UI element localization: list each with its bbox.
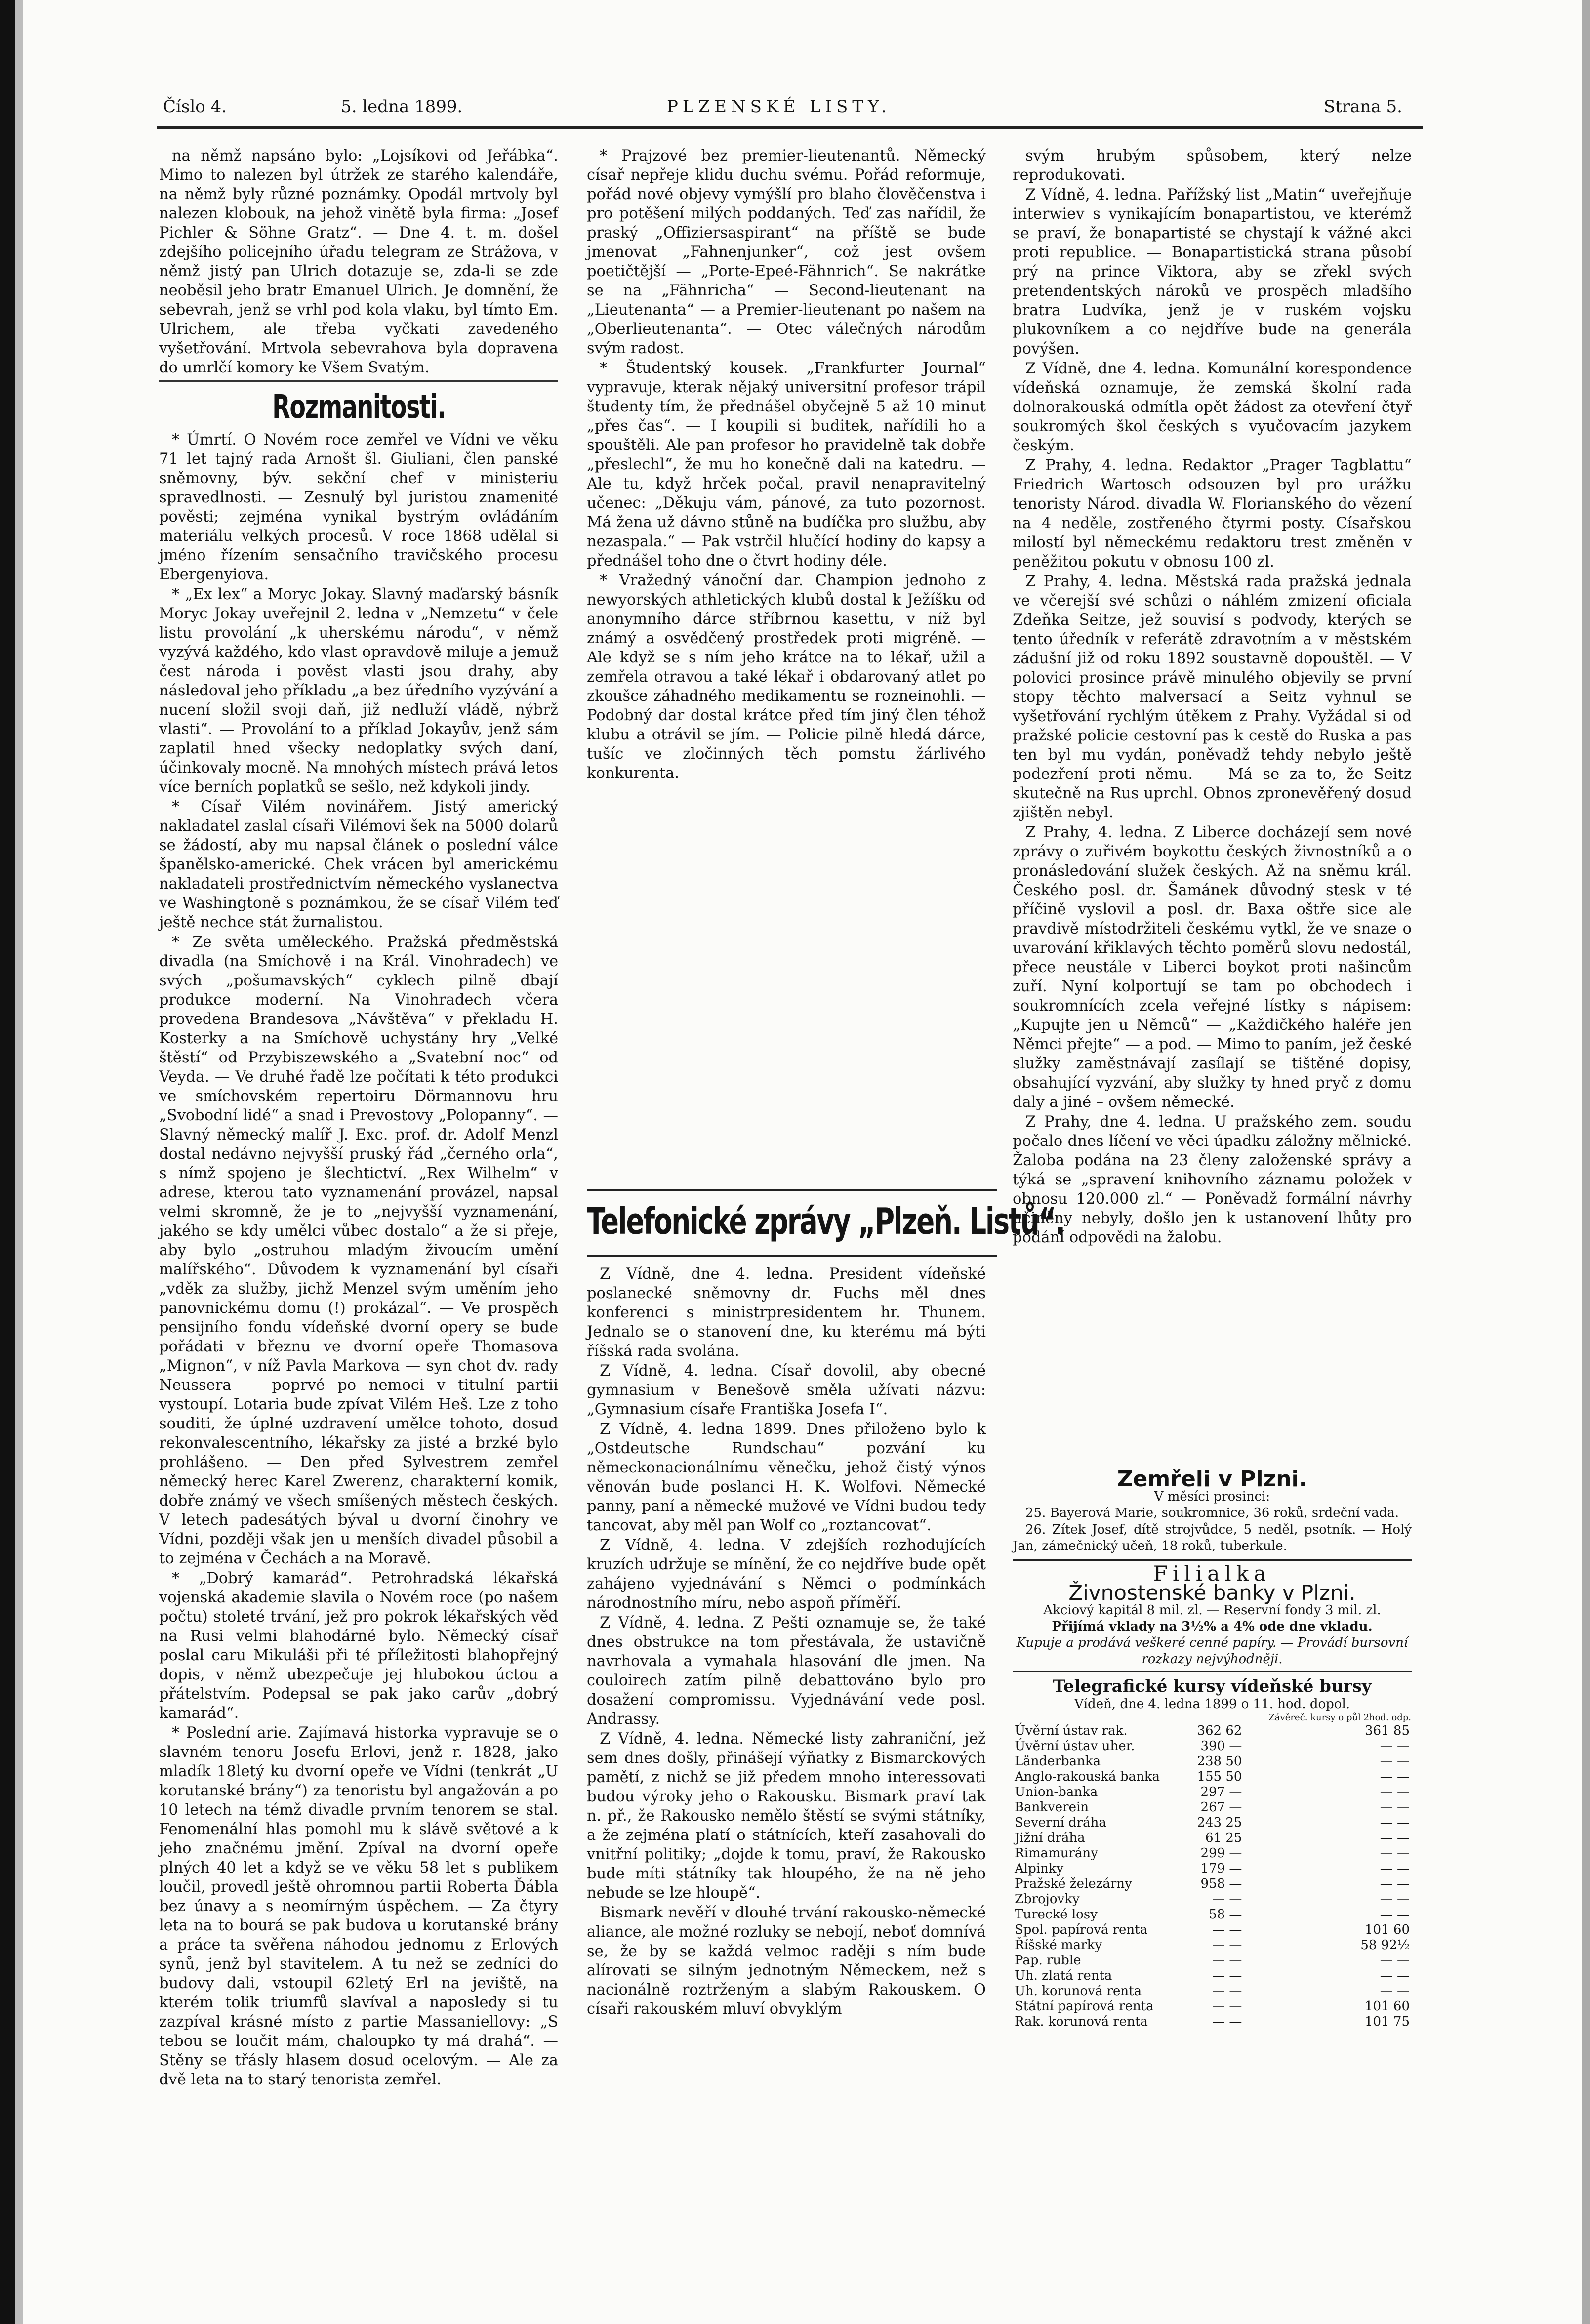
exchange-row: [1013, 1754, 1412, 1769]
exchange-rate: — —: [1380, 1815, 1410, 1830]
bank-note: Kupuje a prodává veškeré cenné papíry. — Provádí burs​ovní rozkazy nejvýhodněji.: [1016, 1635, 1408, 1667]
section-rule: [159, 380, 558, 382]
article-text: * Vražedný vánoční dar. Champion jednoho z newyorských athletických klubů dostal k Ježíšku od anonymního dárce stříbrnou kasettu, v níž byl známý a osvědčený prostředek proti migréně. — Ale když se s ním jeho krátce na to lékař, užil a zemřela otravou a také lékař i obdarovaný atlet po zkoušce záhadného medikamentu se rozneinohli. — Podobný dar dostal krátce před tím jiný člen téhož klubu a otrávil se jím. — Policie pilně hledá dárce, tušíc ve zločinných těch pomstu žárlivého konkurenta.: [587, 572, 986, 782]
exchange-security: Uh. korunová renta: [1015, 1984, 1142, 1998]
exchange-rate: — —: [1380, 1769, 1410, 1784]
page-number: Strana 5.: [1324, 97, 1402, 117]
scan-border-left: [0, 0, 15, 2324]
exchange-col-head: Závěreč. kursy o půl 2hod. odp.: [1268, 1712, 1411, 1723]
exchange-row: [1013, 1938, 1412, 1953]
exchange-rate: — —: [1212, 1922, 1242, 1937]
exchange-security: Pražské železárny: [1015, 1876, 1132, 1891]
exchange-security: Spol. papírová renta: [1015, 1922, 1148, 1937]
exchange-rate: 390 —: [1200, 1739, 1242, 1753]
exchange-rate: — —: [1380, 1754, 1410, 1769]
exchange-rate: — —: [1380, 1876, 1410, 1891]
article-text: Z Vídně, 4. ledna. Německé listy zahraniční, jež sem dnes došly, přinášejí výňatky z Bismarckových pamětí, z nichž se již předem mnoho interessovati budou výroky jeho o Rakousku. Bismark praví tak n. př., že Rakousko nemělo štěstí se svými státníky, a že zejména platí o státnících, kteří zasahovali do vnitřní politiky; „dojde k tomu, praví, že Rakousko bude míti státníky tak hloupého, že na ně jeho nebude se lze hloupě“.: [587, 1730, 986, 1902]
article-text: Z Vídně, 4. ledna. Císař dovolil, aby obecné gymnasium v Benešově směla užívati názvu: „Gymnasium císaře Františka Josefa I“.: [587, 1362, 986, 1418]
exchange-security: Bankverein: [1015, 1800, 1089, 1815]
masthead-title: PLZENSKÉ LISTY.: [667, 97, 891, 117]
article-text: * Prajzové bez premier-lieutenantů. Německý císař nepřeje klidu duchu svému. Pořád reformuje, pořád nové objevy vymýšlí pro blaho člověčenstva i pro potěšení milých poddaných. Teď zas nařídil, že praský „Offiziersaspirant“ na příště se bude jmenovat „Fahnenjunker“, což jest ovšem poetičtější — „Porte-Epeé-Fähnrich“. Se nakrátke se na „Fähnricha“ — Second-lieutenant na „Lieutenanta“ — a Premier-lieutenant po našem na „Oberlieutenanta“. — Otec válečných národům svým radost.: [587, 147, 986, 357]
exchange-rate: — —: [1380, 1831, 1410, 1845]
exchange-rate: 958 —: [1200, 1876, 1242, 1891]
exchange-row: [1013, 1800, 1412, 1815]
exchange-rate: — —: [1212, 1968, 1242, 1983]
exchange-rate: — —: [1212, 1999, 1242, 2014]
column-3-top: [1013, 146, 1412, 1332]
exchange-rate: — —: [1212, 1892, 1242, 1907]
exchange-security: Úvěrní ústav rak.: [1015, 1723, 1128, 1738]
exchange-heading: Telegrafické kursy vídeňské bursy: [1053, 1676, 1372, 1696]
exchange-row: [1013, 1769, 1412, 1785]
exchange-row: [1013, 1999, 1412, 2014]
article-text: na němž napsáno bylo: „Lojsíkovi od Jeřábka“. Mimo to nalezen byl útržek ze starého kalendáře, na němž byly různé poznámky. Opodál mrtvoly byl nalezen klobouk, na jehož vinětě byla firma: „Josef Pichler & Söhne Gratz“. — Dne 4. t. m. došel zdejšího policejního úřadu telegram ze Strážova, v němž jistý pan Ulrich dotazuje se, zda-li se zde neoběsil jeho bratr Emanuel Ulrich. Je domnění, že sebevrah, jenž se vrhl pod kola vlaku, byl tímto Em. Ulrichem, ale třeba vyčkati zavedeného vyšetřování. Mrtvola sebevrahova byla dopravena do umrlčí komory ke Všem Svatým.: [159, 147, 558, 376]
article-text: * Ze světa uměleckého. Pražská předměstská divadla (na Smíchově i na Král. Vinohradech) ve svých „pošumavských“ cyklech pilně dbají produkce moderní. Na Vinohradech včera provedena Brandesova „Návštěva“ v překladu H. Kosterky a na Smíchově uchystány hry „Velké štěstí“ od Przybiszewského a „Svatební noc“ od Veyda. — Ve druhé řadě lze počítati k této produkci ve smíchovském repertoiru Dörmannovu hru „Svobodní lidé“ a snad i Prevostovy „Polopanny“. — Slavný německý malíř J. Exc. prof. dr. Adolf Menzl dostal nedávno nejvyšší pruský řád „černého orla“, s nímž spojeno je šlechtictví. „Rex Wilhelm“ v adrese, kterou tato vyznamenání provázel, napsal velmi skromně, že je to „nejvyšší vyznamenání, jakého se kdy umělci vůbec dostalo“ a že si přeje, aby bylo „ostruhou mladým živoucím umění malířského“. Důvodem k vyznamenání byl císaři „vděk za služby, jichž Menzel svým uměním jeho panovnickému domu (!) prokázal“. — Ve prospěch pensijního fondu vídeňské dvorní opery se bude pořádati v březnu ve dvorní opeře Thomasova „Mignon“, v níž Pavla Markova — syn chot dv. rady Neussera — poprvé po nemoci v titulní partii vystoupí. Lotaria bude zpívat Vilém Heš. Lze z toho souditi, že úplné uzdravení umělce tohoto, dosud rekonvalescentního, lékařsky za jisté a brzké bylo prohlášeno. — Den před Sylvestrem zemřel německý herec Karel Zwerenz, charakterní komik, dobře známý ve všech smíšených městech českých. V letech padesátých býval u dvorní činohry ve Vídni, později však jen u menších divadel působil a to zejména v Čechách a na Moravě.: [159, 934, 558, 1567]
exchange-date: Vídeň, dne 4. ledna 1899 o 11. hod. dopol.: [1074, 1697, 1350, 1712]
issue-number: Číslo 4.: [163, 97, 227, 117]
exchange-table: [1013, 1712, 1412, 2030]
exchange-rate: — —: [1380, 1785, 1410, 1799]
exchange-rate: 267 —: [1200, 1800, 1242, 1815]
exchange-rate: — —: [1380, 1907, 1410, 1922]
article-text: * Poslední arie. Zajímavá historka vypravuje se o slavném tenoru Josefu Erlovi, jenž r. 1828, jako mladík 18letý ku dvorní opeře ve Vídni (tenkrát „U korutanské brány“) za tenoristu byl angažován a po 10 letech na témž divadle prvním tenorem se stal. Fenomenální hlas pomohl mu k slávě světové a k jeho značnému jmění. Zpíval na dvorní opeře plných 40 let a když se ve věku 58 let s publikem loučil, provedl ještě ohromnou partii Roberta Ďábla bez únavy a s neomírným úspěchem. — Za čtyry leta na to bourá se pak budova u korutanské brány a práce ta svěřena náhodou jednomu z Erlových synů, jenž byl stavitelem. A tu než se zedníci do budovy dali, vstoupil 62letý Erl na jeviště, na kterém tolik triumfů slavíval a naposledy si tu zazpíval krásné místo z partie Massaniellovy: „S tebou se loučit mám, chaloupko ty má drahá“. — Stěny se třásly hlasem dosud ocelovým. — Ale za dvě leta na to starý tenorista zemřel.: [159, 1724, 558, 2088]
exchange-rate: 58 —: [1209, 1907, 1242, 1922]
exchange-rate: 58 92½: [1360, 1938, 1410, 1953]
exchange-rate: 238 50: [1197, 1754, 1242, 1769]
exchange-rate: 243 25: [1197, 1815, 1242, 1830]
article-text: Z Vídně, 4. ledna. Z Pešti oznamuje se, že také dnes obstrukce na tom přestávala, že ustavičně navrhovala a vymahala hlasování dle jmen. Na couloirech zatím pilně debattováno bylo pro dosažení compromissu. Vyjednávání vede posl. Andrassy.: [587, 1614, 986, 1728]
scan-border-right: [1582, 0, 1590, 2324]
exchange-security: Úvěrní ústav uher.: [1015, 1739, 1135, 1753]
exchange-rate: — —: [1212, 2014, 1242, 2029]
exchange-rate: — —: [1380, 1984, 1410, 1998]
article-text: * Císař Vilém novinářem. Jistý americký nakladatel zaslal císaři Vilémovi šek na 5000 dolarů se žádostí, aby mu napsal článek o poslední válce španělsko-americké. Chek vrácen byl americkému nakladateli prostřednictvím německého vyslanectva ve Washingtoně s poznámkou, že se císař Vilém teď ještě nechce stát žurnalistou.: [159, 798, 558, 931]
article-text: Z Vídně, dne 4. ledna. Komunální korespondence vídeňská oznamuje, že zemská školní rada dolnorakouská odmítla opět žádost za otevření čtyř soukromých škol českých s vyučovacím jazykem českým.: [1013, 360, 1412, 454]
exchange-row: [1013, 2014, 1412, 2030]
column-2-top: [587, 146, 986, 1183]
article-text: Z Vídně, 4. ledna. V zdejších rozhodujících kruzích udržuje se mínění, že co nejdříve bude opět zahájeno vyjednávání s Němci o podmínkách národnostního míru, nebo aspoň příměří.: [587, 1537, 986, 1612]
exchange-row: [1013, 1876, 1412, 1892]
bank-capital: Akciový kapitál 8 mil. zl. — Reservní fondy 3 mil. zl.: [1043, 1603, 1381, 1618]
exchange-security: Union-banka: [1015, 1785, 1098, 1799]
exchange-rate: 101 75: [1365, 2014, 1410, 2029]
exchange-row: [1013, 1861, 1412, 1876]
exchange-row: [1013, 1922, 1412, 1938]
article-text: * „Dobrý kamarád“. Petrohradská lékařská vojenská akademie slavila o Novém roce (po našem počtu) stoleté trvání, jež pro pokrok lékařských věd na Rusi velmi blahodárné bylo. Německý císař poslal caru Mikuláši při té příležitosti blahopřejný dopis, v němž ubezpečuje jej hlubokou úctou a přátelstvím. Podepsal se pak jako carův „dobrý kamarád“.: [159, 1570, 558, 1722]
exchange-security: Rak. korunová renta: [1015, 2014, 1148, 2029]
exchange-rate: 297 —: [1200, 1785, 1242, 1799]
exchange-security: Říšské marky: [1015, 1938, 1102, 1953]
exchange-rate: 101 60: [1365, 1922, 1410, 1937]
exchange-row: [1013, 1846, 1412, 1861]
bank-heading: Filialka: [1153, 1561, 1271, 1586]
issue-date: 5. ledna 1899.: [341, 97, 463, 117]
exchange-rate: 155 50: [1197, 1769, 1242, 1784]
exchange-rate: — —: [1212, 1953, 1242, 1968]
bank-name: Živnostenské banky v Plzni.: [1068, 1581, 1356, 1605]
exchange-rate: — —: [1380, 1953, 1410, 1968]
column-3-bottom: [1013, 1469, 1412, 2275]
exchange-security: Uh. zlatá renta: [1015, 1968, 1112, 1983]
exchange-row: [1013, 1739, 1412, 1754]
article-text: * „Ex lex“ a Moryc Jokay. Slavný maďarský básník Moryc Jokay uveřejnil 2. ledna v „Nemzetu“ v čele listu provolání „k uherskému národu“, v němž vyzývá každého, kdo vlast opravdově miluje a jemuž čest národa i pověst vlasti jsou drahy, aby následoval jeho příkladu „a bez úředního vyzývání a nucení složil svoji daň, již nedluží vládě, nýbrž vlasti“. — Provolání to a příklad Jokayův, jenž sám zaplatil hned všecky nedoplatky svých daní, účinkovaly mocně. Na mnohých místech prává letos více berních poplatků se sešlo, než kdykoli jindy.: [159, 586, 558, 796]
exchange-row: [1013, 1723, 1412, 1739]
exchange-rate: — —: [1212, 1938, 1242, 1953]
exchange-rate: 61 25: [1205, 1831, 1242, 1845]
exchange-rate: — —: [1380, 1968, 1410, 1983]
exchange-row: [1013, 1968, 1412, 1984]
exchange-row: [1013, 1953, 1412, 1968]
exchange-rate: 299 —: [1200, 1846, 1242, 1861]
exchange-security: Severní dráha: [1015, 1815, 1106, 1830]
article-text: Z Prahy, dne 4. ledna. U pražského zem. soudu počalo dnes líčení ve věci úpadku záložny mělnické. Žaloba podána na 23 členy založenské správy a týká se „spravení knihovního záznamu položek v obnosu 120.000 zl.“ — Poněvadž formální návrhy učiněny nebyly, došlo jen k ustanovení lhůty pro podání odpovědi na žalobu.: [1013, 1113, 1412, 1246]
article-text: Z Vídně, 4. ledna. Pařížský list „Matin“ uveřejňuje interwiev s vynikajícím bonapartistou, ve kterémž se praví, že bonapartisté se chystají k vážné akci proti republice. — Bonapartistická strana působí prý na prince Viktora, aby se zřekl svých pretendentských nároků ve prospěch mladšího bratra Ludvíka, jenž je v ruském vojsku plukovníkem a co nejdříve bude na generála povýšen.: [1013, 186, 1412, 358]
scan-border-left-inner: [15, 0, 23, 2324]
article-text: * Študentský kousek. „Frankfurter Journal“ vypravuje, kterak nějaký universitní profesor trápil študenty tím, že přednášel obyčejně 5 až 10 minut „přes čas“. — I koupili si buditek, nařídili ho a spouštěli. Ale pan profesor ho pravidelně tak dobře „přeslechl“, že mu ho konečně dali na katedru. — Ale tu, když hrček počal, pravil nenapravitelný učenec: „Děkuju vám, pánové, za tuto pozornost. Má žena už dávno stůně na budíčka pro službu, aby nezaspala.“ — Pak vstrčil hlučící hodiny do kapsy a přednášel toho dne o čtvrt hodiny déle.: [587, 360, 986, 570]
exchange-rate: — —: [1380, 1861, 1410, 1876]
exchange-row: [1013, 1984, 1412, 1999]
deaths-sub: V měsíci prosinci:: [1154, 1489, 1270, 1504]
exchange-row: [1013, 1892, 1412, 1907]
article-text: Z Prahy, 4. ledna. Z Liberce docházejí sem nové zprávy o zuřivém boykottu českých živnostníků a o pronásledování služek českých. Až na sněmu král. Českého posl. dr. Šamánek důvodný stesk v té příčině vyslovil a posl. dr. Baxa oštře sice ale pravdivě místodržiteli českému vytkl, že ve snaze o uvarování křiklavých těchto poměrů slovu nedostál, přece neustále v Liberci boykot proti našincům zuří. Nyní kolportují se tam po obchodech i soukromnících zcela veřejné lístky s nápisem: „Kupujte jen u Němců“ — „Každičkého haléře jen Němci přejte“ — a pod. — Mimo to paním, jež české služky zaměstnávají zasílají se tištěné dopisy, obsahující vyzvání, aby služky ty hned pryč z domu daly a jiné – ovšem německé.: [1013, 824, 1412, 1111]
exchange-security: Státní papírová renta: [1015, 1999, 1154, 2014]
article-text: Z Vídně, 4. ledna 1899. Dnes přiloženo bylo k „Ostdeutsche Rundschau“ pozvání ku německonacionálnímu věnečku, jehož čistý výnos věnován bude poslanci H. K. Wolfovi. Německé panny, paní a německé mužové ve Vídni budou tedy tancovat, aby měl pan Wolf co „roztancovat“.: [587, 1421, 986, 1534]
deaths-item: 25. Bayerová Marie, soukromnice, 36 roků, srdeční vada.: [1025, 1506, 1399, 1520]
section-heading-telefonicke: Telefonické zprávy „Plzeň. Listů“.: [587, 1189, 997, 1257]
article-text: Z Prahy, 4. ledna. Městská rada pražská jednala ve včerejší své schůzi o náhlém zmizení oficiala Zdeňka Seitze, jež souvisí s podvody, kterých se tento úředník v referátě zdravotním a v městském zádušní již od roku 1892 soustavně dopouštěl. — V polovici prosince právě minulého objevily se první stopy těchto malversací a Seitz vyhnul se vyšetřování rychlým útěkem z Prahy. Vyžádal si od pražské policie cestovní pas k cestě do Ruska a pas ten byl mu vydán, poněvadž tehdy nebylo ještě podezření proti němu. — Má se za to, že Seitz skutečně na Rus uprchl. Obnos zpronevěřený dosud zjištěn nebyl.: [1013, 573, 1412, 821]
deaths-item: 26. Zítek Josef, dítě strojvůdce, 5 neděl, psotník. — Holý Jan, zámečnický učeň, 18 roků, tuberkule.: [1013, 1522, 1412, 1553]
exchange-rate: — —: [1380, 1739, 1410, 1753]
exchange-security: Turecké losy: [1015, 1907, 1098, 1922]
exchange-security: Jižní dráha: [1015, 1831, 1085, 1845]
exchange-rate: — —: [1380, 1800, 1410, 1815]
exchange-row: [1013, 1907, 1412, 1922]
exchange-rate: 179 —: [1200, 1861, 1242, 1876]
exchange-security: Alpinky: [1015, 1861, 1064, 1876]
exchange-row: [1013, 1785, 1412, 1800]
exchange-rate: — —: [1380, 1892, 1410, 1907]
article-text: * Úmrtí. O Novém roce zemřel ve Vídni ve věku 71 let tajný rada Arnošt šl. Giuliani, člen panské sněmovny, býv. sekční chef v ministeriu spravedlnosti. — Zesnulý byl juristou znamenité pověsti; zejména vynikal bystrým ovládáním materiálu velkých procesů. V roce 1868 udělal si jméno řízením sensačního travičského procesu Ebergenyiova.: [159, 431, 558, 583]
exchange-rate: 101 60: [1365, 1999, 1410, 2014]
exchange-security: Rimamurány: [1015, 1846, 1098, 1861]
exchange-row: [1013, 1831, 1412, 1846]
exchange-rate: — —: [1212, 1984, 1242, 1998]
article-text: Bismark nevěří v dlouhé trvání rakousko-německé aliance, ale možné rozluky se nebojí, neboť domnívá se, že by se každá velmoc raději s ním bude alírovati se silným jednotným Německem, než s nacionálně roztrženým a slabým Rakouskem. O císaři rakouském mluví obvyklým: [587, 1904, 986, 2018]
exchange-security: Zbrojovky: [1015, 1892, 1080, 1907]
bank-deposits: Přijímá vklady na 3½% a 4% ode dne vkladu.: [1052, 1619, 1373, 1634]
column-2-bottom: [587, 1264, 986, 2267]
deaths-heading: Zemřeli v Plzni.: [1117, 1467, 1307, 1492]
exchange-security: Anglo-rakouská banka: [1015, 1769, 1160, 1784]
article-text: Z Prahy, 4. ledna. Redaktor „Prager Tagblattu“ Friedrich Wartosch odsouzen byl pro urážku tenoristy Národ. divadla W. Florianského do vězení na 4 neděle, zostřeného čtyrmi posty. Císařskou milostí byl německému redaktoru trest změněn v peněžitou pokutu v obnosu 100 zl.: [1013, 457, 1412, 571]
section-heading: Rozmanitosti.: [272, 388, 446, 426]
exchange-security: Pap. ruble: [1015, 1953, 1081, 1968]
header-rule: [157, 126, 1423, 129]
article-text: svým hrubým spůsobem, který nelze reprodukovati.: [1013, 147, 1412, 184]
article-text: Z Vídně, dne 4. ledna. President vídeňské poslanecké sněmovny dr. Fuchs měl dnes konferenci s ministrpresidentem hr. Thunem. Jednalo se o stanovení dne, ku kterému má býti říšská rada svolána.: [587, 1265, 986, 1360]
exchange-rate: 362 62: [1197, 1723, 1242, 1738]
exchange-row: [1013, 1815, 1412, 1831]
exchange-rate: 361 85: [1365, 1723, 1410, 1738]
exchange-rate: — —: [1380, 1846, 1410, 1861]
column-1: [159, 146, 558, 2265]
exchange-security: Länderbanka: [1015, 1754, 1101, 1769]
